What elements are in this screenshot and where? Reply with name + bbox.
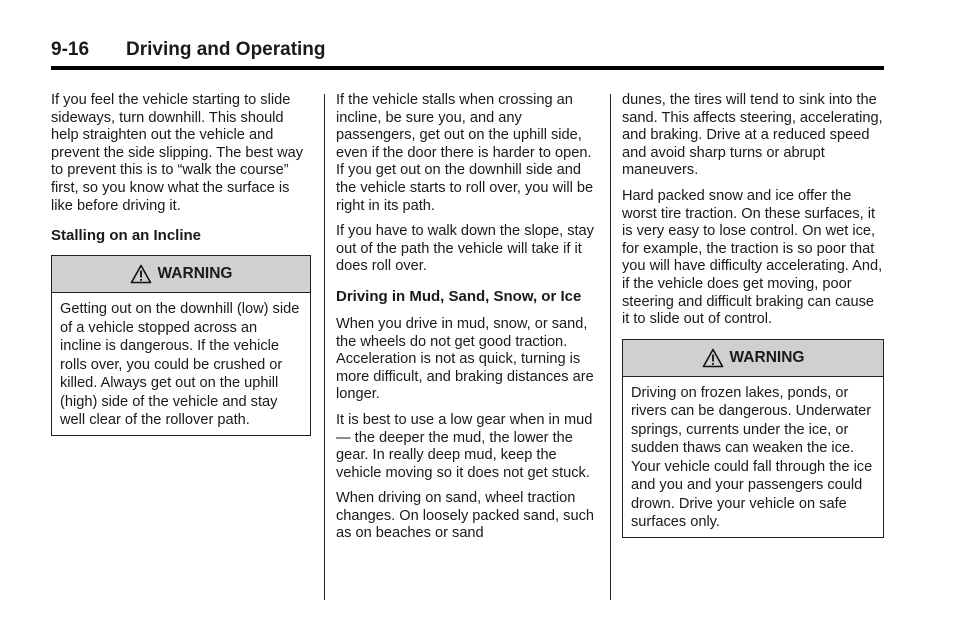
warning-title: WARNING: [729, 348, 805, 366]
warning-title: WARNING: [157, 265, 233, 283]
section-title: Driving and Operating: [126, 39, 326, 60]
column-1: [51, 92, 311, 436]
subsection-heading: Driving in Mud, Sand, Snow, or Ice: [336, 287, 582, 305]
warning-triangle-icon: [702, 348, 724, 368]
paragraph: Hard packed snow and ice offer the worst tire traction. On these surfaces, it is very easy to lose control. On wet ice, for example, the traction is so poor that you will have difficulty accelerating. And, if the vehicle does get moving, poor steering and difficult braking can cause it to slide out of control.: [622, 187, 883, 328]
warning-header: [623, 340, 883, 377]
paragraph: When driving on sand, wheel traction changes. On loosely packed sand, such as on beaches or sand: [336, 490, 594, 542]
warning-text: Driving on frozen lakes, ponds, or rivers can be dangerous. Underwater springs, currents under the ice, or sudden thaws can weaken the ice. Your vehicle could fall through the ice and you and your passengers could drown. Drive your vehicle on safe surfaces only.: [631, 384, 873, 531]
paragraph: dunes, the tires will tend to sink into the sand. This affects steering, accelerating, and braking. Drive at a reduced speed and avoid sharp turns or abrupt maneuvers.: [622, 92, 883, 179]
column-divider: [610, 94, 611, 600]
warning-triangle-icon: [130, 264, 152, 284]
paragraph: If the vehicle stalls when crossing an incline, be sure you, and any passengers, get out on the uphill side, even if the door there is harder to open. If you get out on the downhill side and the vehicle starts to roll over, you will be right in its path.: [336, 92, 594, 214]
paragraph: If you feel the vehicle starting to slide sideways, turn downhill. This should help straighten out the vehicle and prevent the side slipping. The best way to prevent this is to “walk the course” first, so you know what the surface is like before driving it.: [51, 92, 304, 214]
subsection-heading: Stalling on an Incline: [51, 227, 202, 245]
warning-box: [622, 339, 884, 538]
page-number: 9-16: [51, 39, 90, 60]
paragraph: If you have to walk down the slope, stay out of the path the vehicle will take if it does roll over.: [336, 223, 594, 275]
column-divider: [324, 94, 325, 600]
paragraph: It is best to use a low gear when in mud — the deeper the mud, the lower the gear. In really deep mud, keep the vehicle moving so it does not get stuck.: [336, 411, 593, 481]
page-header: [51, 38, 884, 70]
warning-header: [52, 256, 310, 293]
paragraph: When you drive in mud, snow, or sand, the wheels do not get good traction. Acceleration is not as quick, turning is more difficult, and braking distances are longer.: [336, 315, 594, 403]
warning-text: Getting out on the downhill (low) side of a vehicle stopped across an incline is dangerous. If the vehicle rolls over, you could be crushed or killed. Always get out on the uphill (high) side of the vehicle and stay well clear of the rollover path.: [60, 301, 300, 429]
warning-box: [51, 255, 311, 436]
column-3: [622, 92, 884, 538]
column-2: [336, 92, 600, 551]
